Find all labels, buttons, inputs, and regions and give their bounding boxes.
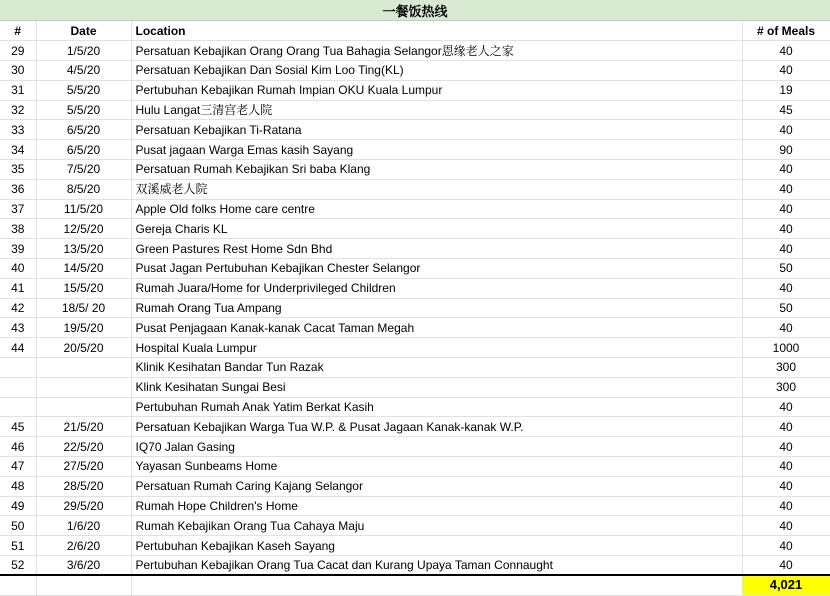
cell-location[interactable]: Rumah Orang Tua Ampang: [131, 298, 742, 318]
table-row: [0, 219, 830, 239]
total-empty-date[interactable]: [36, 575, 131, 595]
cell-num[interactable]: 33: [0, 120, 36, 140]
table-row: [0, 120, 830, 140]
cell-location[interactable]: Gereja Charis KL: [131, 219, 742, 239]
cell-date[interactable]: 6/5/20: [36, 120, 131, 140]
cell-meals[interactable]: 40: [742, 179, 830, 199]
cell-meals[interactable]: 40: [742, 417, 830, 437]
cell-num[interactable]: 37: [0, 199, 36, 219]
cell-num[interactable]: 44: [0, 338, 36, 358]
table-row: [0, 496, 830, 516]
table-row: [0, 298, 830, 318]
table-row: [0, 160, 830, 180]
cell-location[interactable]: Pertubuhan Kebajikan Orang Tua Cacat dan Kurang Upaya Taman Connaught: [131, 556, 742, 576]
cell-date[interactable]: 11/5/20: [36, 199, 131, 219]
header-location[interactable]: Location: [131, 21, 742, 41]
cell-num[interactable]: 43: [0, 318, 36, 338]
total-row: [0, 575, 830, 595]
table-row: [0, 179, 830, 199]
cell-num[interactable]: [0, 377, 36, 397]
cell-num[interactable]: 35: [0, 160, 36, 180]
table-row: [0, 239, 830, 259]
cell-date[interactable]: 1/5/20: [36, 41, 131, 61]
cell-location[interactable]: IQ70 Jalan Gasing: [131, 437, 742, 457]
cell-meals[interactable]: 40: [742, 476, 830, 496]
cell-meals[interactable]: 50: [742, 259, 830, 279]
cell-num[interactable]: 51: [0, 536, 36, 556]
cell-num[interactable]: 49: [0, 496, 36, 516]
cell-location[interactable]: Hospital Kuala Lumpur: [131, 338, 742, 358]
table-body: [0, 41, 830, 576]
table-row: [0, 41, 830, 61]
cell-location[interactable]: Persatuan Kebajikan Ti-Ratana: [131, 120, 742, 140]
cell-location[interactable]: Persatuan Kebajikan Warga Tua W.P. & Pusat Jagaan Kanak-kanak W.P.: [131, 417, 742, 437]
cell-num[interactable]: 46: [0, 437, 36, 457]
cell-date[interactable]: 21/5/20: [36, 417, 131, 437]
header-row: [0, 21, 830, 41]
cell-meals[interactable]: 40: [742, 536, 830, 556]
cell-num[interactable]: 41: [0, 278, 36, 298]
cell-location[interactable]: Pertubuhan Rumah Anak Yatim Berkat Kasih: [131, 397, 742, 417]
table-row: [0, 437, 830, 457]
cell-meals[interactable]: 40: [742, 219, 830, 239]
cell-location[interactable]: Pusat Penjagaan Kanak-kanak Cacat Taman Megah: [131, 318, 742, 338]
cell-meals[interactable]: 1000: [742, 338, 830, 358]
table-row: [0, 80, 830, 100]
cell-num[interactable]: 31: [0, 80, 36, 100]
cell-meals[interactable]: 40: [742, 120, 830, 140]
cell-meals[interactable]: 40: [742, 278, 830, 298]
cell-location[interactable]: Pertubuhan Kebajikan Kaseh Sayang: [131, 536, 742, 556]
cell-num[interactable]: 52: [0, 556, 36, 576]
cell-num[interactable]: 39: [0, 239, 36, 259]
cell-location[interactable]: Rumah Juara/Home for Underprivileged Children: [131, 278, 742, 298]
cell-date[interactable]: 2/6/20: [36, 536, 131, 556]
cell-num[interactable]: 50: [0, 516, 36, 536]
cell-location[interactable]: 双溪威老人院: [131, 179, 742, 199]
cell-date[interactable]: 12/5/20: [36, 219, 131, 239]
cell-date[interactable]: 15/5/20: [36, 278, 131, 298]
cell-location[interactable]: Yayasan Sunbeams Home: [131, 457, 742, 477]
cell-num[interactable]: 47: [0, 457, 36, 477]
cell-location[interactable]: Persatuan Rumah Kebajikan Sri baba Klang: [131, 160, 742, 180]
table-row: [0, 536, 830, 556]
cell-meals[interactable]: 40: [742, 61, 830, 81]
header-date[interactable]: Date: [36, 21, 131, 41]
cell-date[interactable]: 22/5/20: [36, 437, 131, 457]
cell-location[interactable]: Pertubuhan Kebajikan Rumah Impian OKU Kuala Lumpur: [131, 80, 742, 100]
cell-location[interactable]: Rumah Hope Children's Home: [131, 496, 742, 516]
table-row: [0, 358, 830, 378]
table-row: [0, 397, 830, 417]
table-row: [0, 140, 830, 160]
cell-meals[interactable]: 40: [742, 199, 830, 219]
table-row: [0, 476, 830, 496]
cell-meals[interactable]: 40: [742, 516, 830, 536]
cell-num[interactable]: 34: [0, 140, 36, 160]
cell-meals[interactable]: 40: [742, 437, 830, 457]
cell-date[interactable]: 7/5/20: [36, 160, 131, 180]
cell-meals[interactable]: 50: [742, 298, 830, 318]
table-row: [0, 457, 830, 477]
cell-meals[interactable]: 40: [742, 318, 830, 338]
sheet-title[interactable]: 一餐饭热线: [0, 0, 830, 21]
cell-location[interactable]: Rumah Kebajikan Orang Tua Cahaya Maju: [131, 516, 742, 536]
header-meals[interactable]: # of Meals: [742, 21, 830, 41]
cell-date[interactable]: 5/5/20: [36, 100, 131, 120]
cell-date[interactable]: 18/5/ 20: [36, 298, 131, 318]
cell-meals[interactable]: 300: [742, 358, 830, 378]
table-row: [0, 278, 830, 298]
meals-table: [0, 21, 830, 596]
cell-date[interactable]: 6/5/20: [36, 140, 131, 160]
table-row: [0, 556, 830, 576]
table-row: [0, 259, 830, 279]
cell-meals[interactable]: 40: [742, 160, 830, 180]
cell-num[interactable]: 38: [0, 219, 36, 239]
cell-meals[interactable]: 45: [742, 100, 830, 120]
cell-date[interactable]: 29/5/20: [36, 496, 131, 516]
table-row: [0, 338, 830, 358]
cell-date[interactable]: 8/5/20: [36, 179, 131, 199]
total-meals-cell[interactable]: 4,021: [742, 575, 830, 595]
total-empty-location[interactable]: [131, 575, 742, 595]
cell-meals[interactable]: 40: [742, 239, 830, 259]
cell-location[interactable]: Persatuan Rumah Caring Kajang Selangor: [131, 476, 742, 496]
cell-meals[interactable]: 40: [742, 397, 830, 417]
cell-num[interactable]: 32: [0, 100, 36, 120]
cell-meals[interactable]: 40: [742, 556, 830, 576]
table-row: [0, 318, 830, 338]
cell-num[interactable]: [0, 397, 36, 417]
table-row: [0, 377, 830, 397]
cell-num[interactable]: [0, 358, 36, 378]
cell-date[interactable]: [36, 358, 131, 378]
cell-location[interactable]: Pusat jagaan Warga Emas kasih Sayang: [131, 140, 742, 160]
table-row: [0, 61, 830, 81]
cell-location[interactable]: Persatuan Kebajikan Dan Sosial Kim Loo Ting(KL): [131, 61, 742, 81]
cell-date[interactable]: 4/5/20: [36, 61, 131, 81]
cell-location[interactable]: Pusat Jagan Pertubuhan Kebajikan Chester Selangor: [131, 259, 742, 279]
cell-location[interactable]: Persatuan Kebajikan Orang Orang Tua Bahagia Selangor恩缘老人之家: [131, 41, 742, 61]
cell-location[interactable]: Apple Old folks Home care centre: [131, 199, 742, 219]
cell-num[interactable]: 30: [0, 61, 36, 81]
cell-date[interactable]: 5/5/20: [36, 80, 131, 100]
cell-location[interactable]: Klinik Kesihatan Bandar Tun Razak: [131, 358, 742, 378]
cell-date[interactable]: [36, 377, 131, 397]
cell-date[interactable]: 1/6/20: [36, 516, 131, 536]
cell-num[interactable]: 29: [0, 41, 36, 61]
cell-meals[interactable]: 40: [742, 457, 830, 477]
cell-meals[interactable]: 90: [742, 140, 830, 160]
cell-date[interactable]: [36, 397, 131, 417]
header-num[interactable]: #: [0, 21, 36, 41]
cell-date[interactable]: 14/5/20: [36, 259, 131, 279]
cell-location[interactable]: Hulu Langat三清宫老人院: [131, 100, 742, 120]
cell-date[interactable]: 27/5/20: [36, 457, 131, 477]
table-row: [0, 516, 830, 536]
cell-meals[interactable]: 40: [742, 41, 830, 61]
cell-num[interactable]: 36: [0, 179, 36, 199]
total-empty-num[interactable]: [0, 575, 36, 595]
cell-meals[interactable]: 19: [742, 80, 830, 100]
cell-num[interactable]: 45: [0, 417, 36, 437]
cell-num[interactable]: 40: [0, 259, 36, 279]
table-row: [0, 199, 830, 219]
cell-date[interactable]: 20/5/20: [36, 338, 131, 358]
cell-date[interactable]: 3/6/20: [36, 556, 131, 576]
cell-num[interactable]: 48: [0, 476, 36, 496]
table-row: [0, 100, 830, 120]
cell-meals[interactable]: 40: [742, 496, 830, 516]
cell-meals[interactable]: 300: [742, 377, 830, 397]
cell-date[interactable]: 28/5/20: [36, 476, 131, 496]
table-row: [0, 417, 830, 437]
cell-num[interactable]: 42: [0, 298, 36, 318]
cell-location[interactable]: Green Pastures Rest Home Sdn Bhd: [131, 239, 742, 259]
cell-location[interactable]: Klink Kesihatan Sungai Besi: [131, 377, 742, 397]
cell-date[interactable]: 19/5/20: [36, 318, 131, 338]
cell-date[interactable]: 13/5/20: [36, 239, 131, 259]
